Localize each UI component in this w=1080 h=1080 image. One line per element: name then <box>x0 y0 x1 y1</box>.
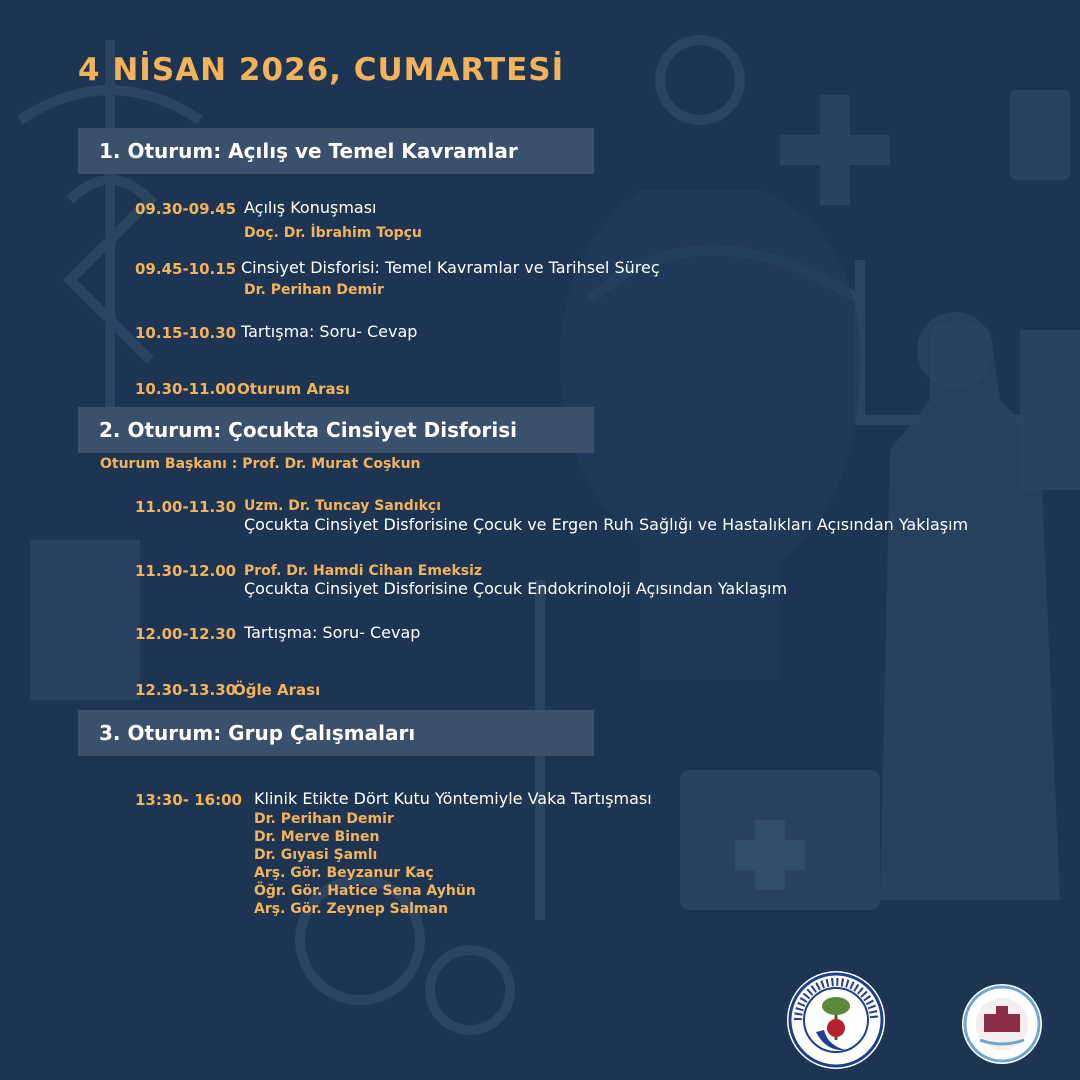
session-2-header: 2. Oturum: Çocukta Cinsiyet Disforisi <box>78 407 594 453</box>
session-3-speaker-3: Dr. Gıyasi Şamlı <box>254 847 378 863</box>
session-3-speaker-2: Dr. Merve Binen <box>254 829 380 845</box>
session-2-item-3-title: Tartışma: Soru- Cevap <box>244 623 421 642</box>
session-1-item-3-title: Tartışma: Soru- Cevap <box>241 322 418 341</box>
session-1-item-1-time: 09.30-09.45 <box>135 200 237 218</box>
session-3-item-1-time: 13:30- 16:00 <box>135 791 242 809</box>
session-3-header: 3. Oturum: Grup Çalışmaları <box>78 710 594 756</box>
lokman-hekim-club-logo <box>786 970 886 1070</box>
session-2-item-1-title: Çocukta Cinsiyet Disforisine Çocuk ve Ergen Ruh Sağlığı ve Hastalıkları Açısından Yaklaşım <box>244 515 969 534</box>
session-2-item-1-speaker: Uzm. Dr. Tuncay Sandıkçı <box>244 498 442 514</box>
session-1-item-2-title: Cinsiyet Disforisi: Temel Kavramlar ve Tarihsel Süreç <box>241 258 660 277</box>
session-1-item-1-title: Açılış Konuşması <box>244 198 377 217</box>
session-1-item-1-speaker: Doç. Dr. İbrahim Topçu <box>244 225 422 241</box>
session-3-speaker-4: Arş. Gör. Beyzanur Kaç <box>254 865 434 881</box>
session-1-header: 1. Oturum: Açılış ve Temel Kavramlar <box>78 128 594 174</box>
session-2-item-3-time: 12.00-12.30 <box>135 625 237 643</box>
session-3-speaker-6: Arş. Gör. Zeynep Salman <box>254 901 448 917</box>
session-1-item-2-speaker: Dr. Perihan Demir <box>244 282 384 298</box>
session-2-break-label: Öğle Arası <box>233 681 321 699</box>
session-2-chair: Oturum Başkanı : Prof. Dr. Murat Coşkun <box>100 456 421 472</box>
session-3-speaker-1: Dr. Perihan Demir <box>254 811 394 827</box>
session-3-speaker-5: Öğr. Gör. Hatice Sena Ayhün <box>254 883 476 899</box>
session-2-item-2-time: 11.30-12.00 <box>135 562 237 580</box>
session-2-item-2-speaker: Prof. Dr. Hamdi Cihan Emeksiz <box>244 563 483 579</box>
session-1-item-3-time: 10.15-10.30 <box>135 324 237 342</box>
session-1-break-time: 10.30-11.00 <box>135 380 237 398</box>
session-2-item-1-time: 11.00-11.30 <box>135 498 237 516</box>
session-2-break-time: 12.30-13.30 <box>135 681 237 699</box>
session-2-item-2-title: Çocukta Cinsiyet Disforisine Çocuk Endokrinoloji Açısından Yaklaşım <box>244 579 788 598</box>
session-1-item-2-time: 09.45-10.15 <box>135 260 237 278</box>
university-seal-logo <box>960 982 1044 1066</box>
session-1-break-label: Oturum Arası <box>237 380 350 398</box>
session-3-item-1-title: Klinik Etikte Dört Kutu Yöntemiyle Vaka Tartışması <box>254 789 652 808</box>
page-title: 4 NİSAN 2026, CUMARTESİ <box>78 52 565 88</box>
